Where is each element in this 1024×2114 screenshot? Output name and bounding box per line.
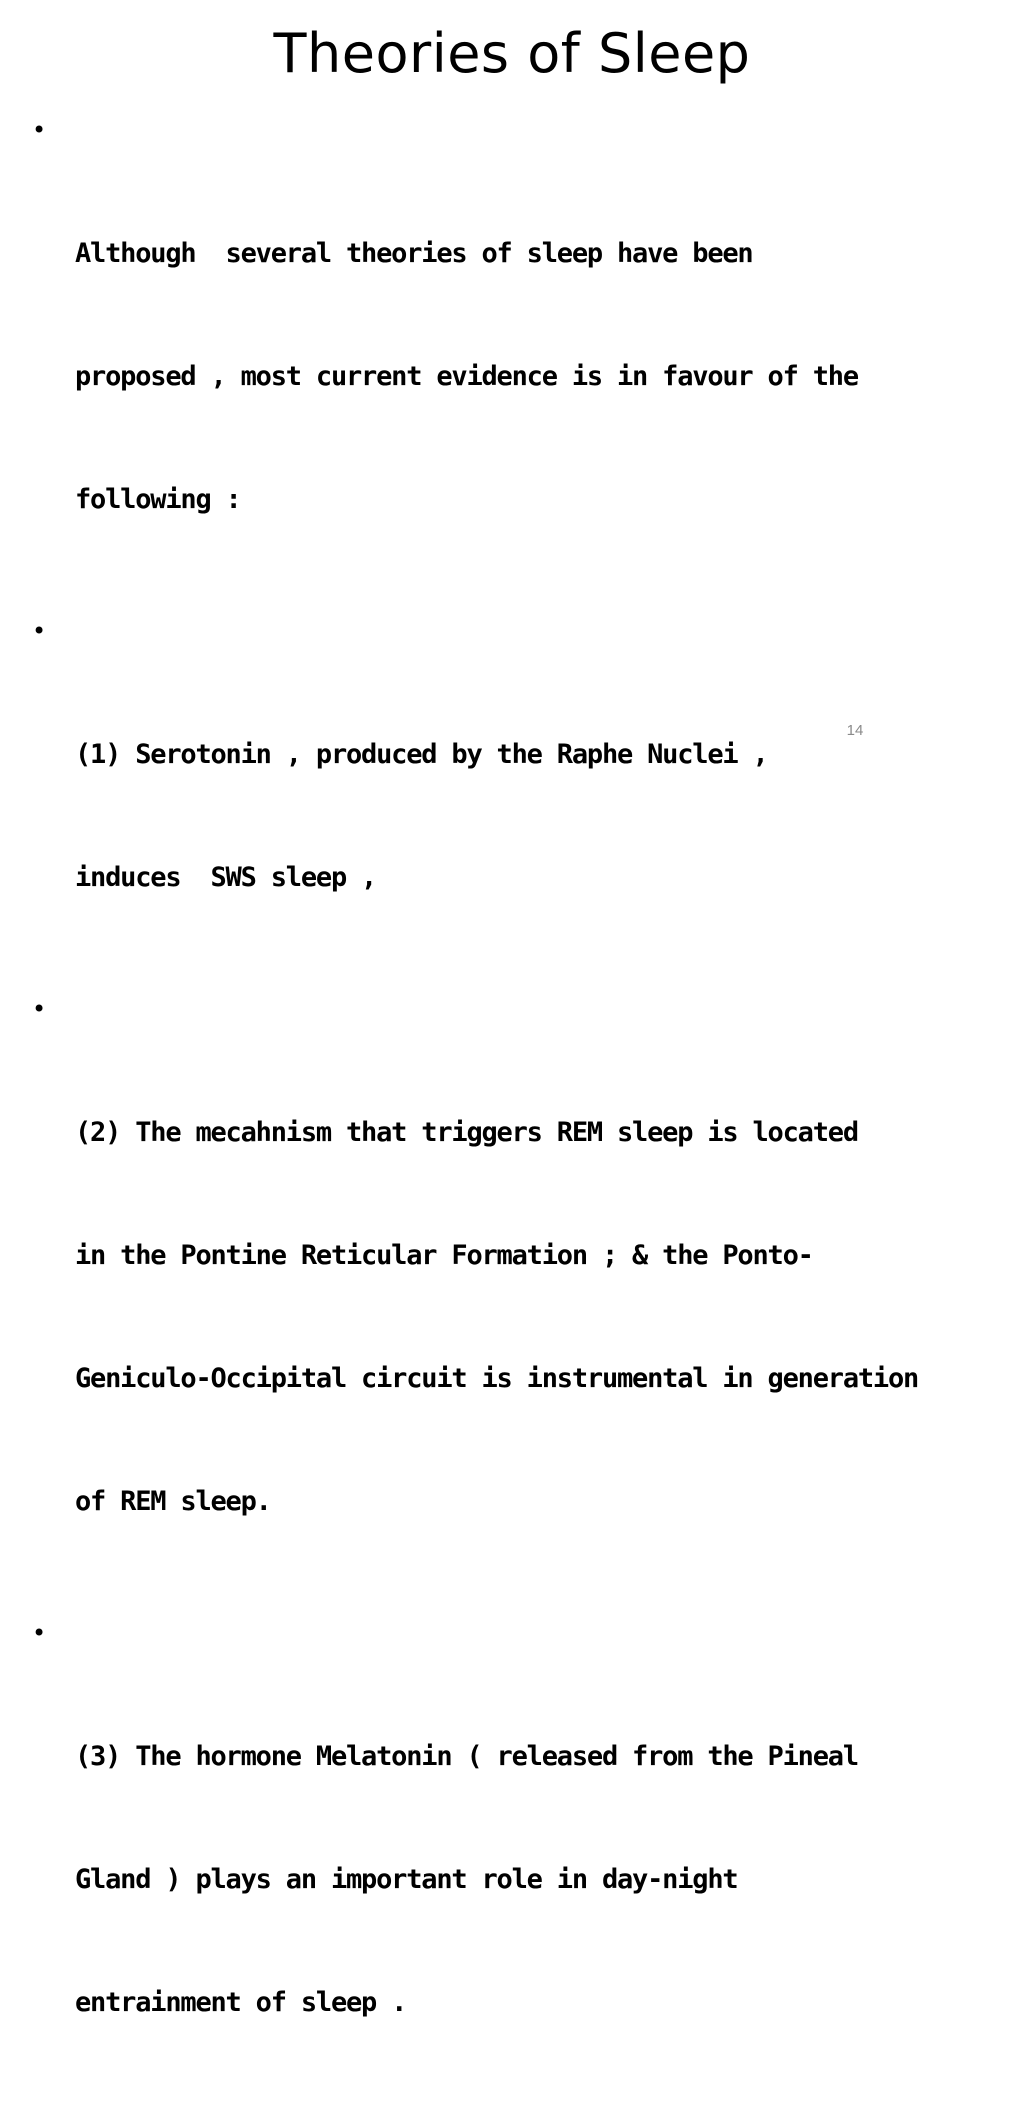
- bullet-dot-icon: •: [32, 1619, 45, 1647]
- bullet-line: proposed , most current evidence is in favour of the: [75, 361, 858, 392]
- slide-title: Theories of Sleep: [273, 22, 751, 85]
- bullet-line: following :: [75, 484, 241, 515]
- bullet-item-3: [28, 989, 988, 1604]
- bullet-dot-icon: •: [32, 617, 45, 645]
- bullet-dot-icon: •: [32, 995, 45, 1023]
- bullet-line: (1) Serotonin , produced by the Raphe Nuclei ,: [75, 739, 768, 770]
- bullet-line: of REM sleep.: [75, 1486, 271, 1517]
- bullet-line: in the Pontine Reticular Formation ; & the Ponto-: [75, 1240, 813, 1271]
- bullet-item-1: [28, 110, 988, 602]
- bullet-line: Although several theories of sleep have been: [75, 238, 753, 269]
- bullet-item-4: [28, 1613, 988, 2105]
- bullet-list: [28, 110, 988, 2114]
- bullet-line: Gland ) plays an important role in day-night: [75, 1864, 738, 1895]
- bullet-dot-icon: •: [32, 116, 45, 144]
- page-number: 14: [846, 722, 864, 739]
- bullet-line: (3) The hormone Melatonin ( released from the Pineal: [75, 1741, 858, 1772]
- bullet-line: induces SWS sleep ,: [75, 862, 377, 893]
- bullet-line: Geniculo-Occipital circuit is instrumental in generation: [75, 1363, 919, 1394]
- bullet-item-2: [28, 611, 988, 980]
- bullet-line: entrainment of sleep .: [75, 1987, 407, 2018]
- bullet-line: (2) The mecahnism that triggers REM sleep is located: [75, 1117, 858, 1148]
